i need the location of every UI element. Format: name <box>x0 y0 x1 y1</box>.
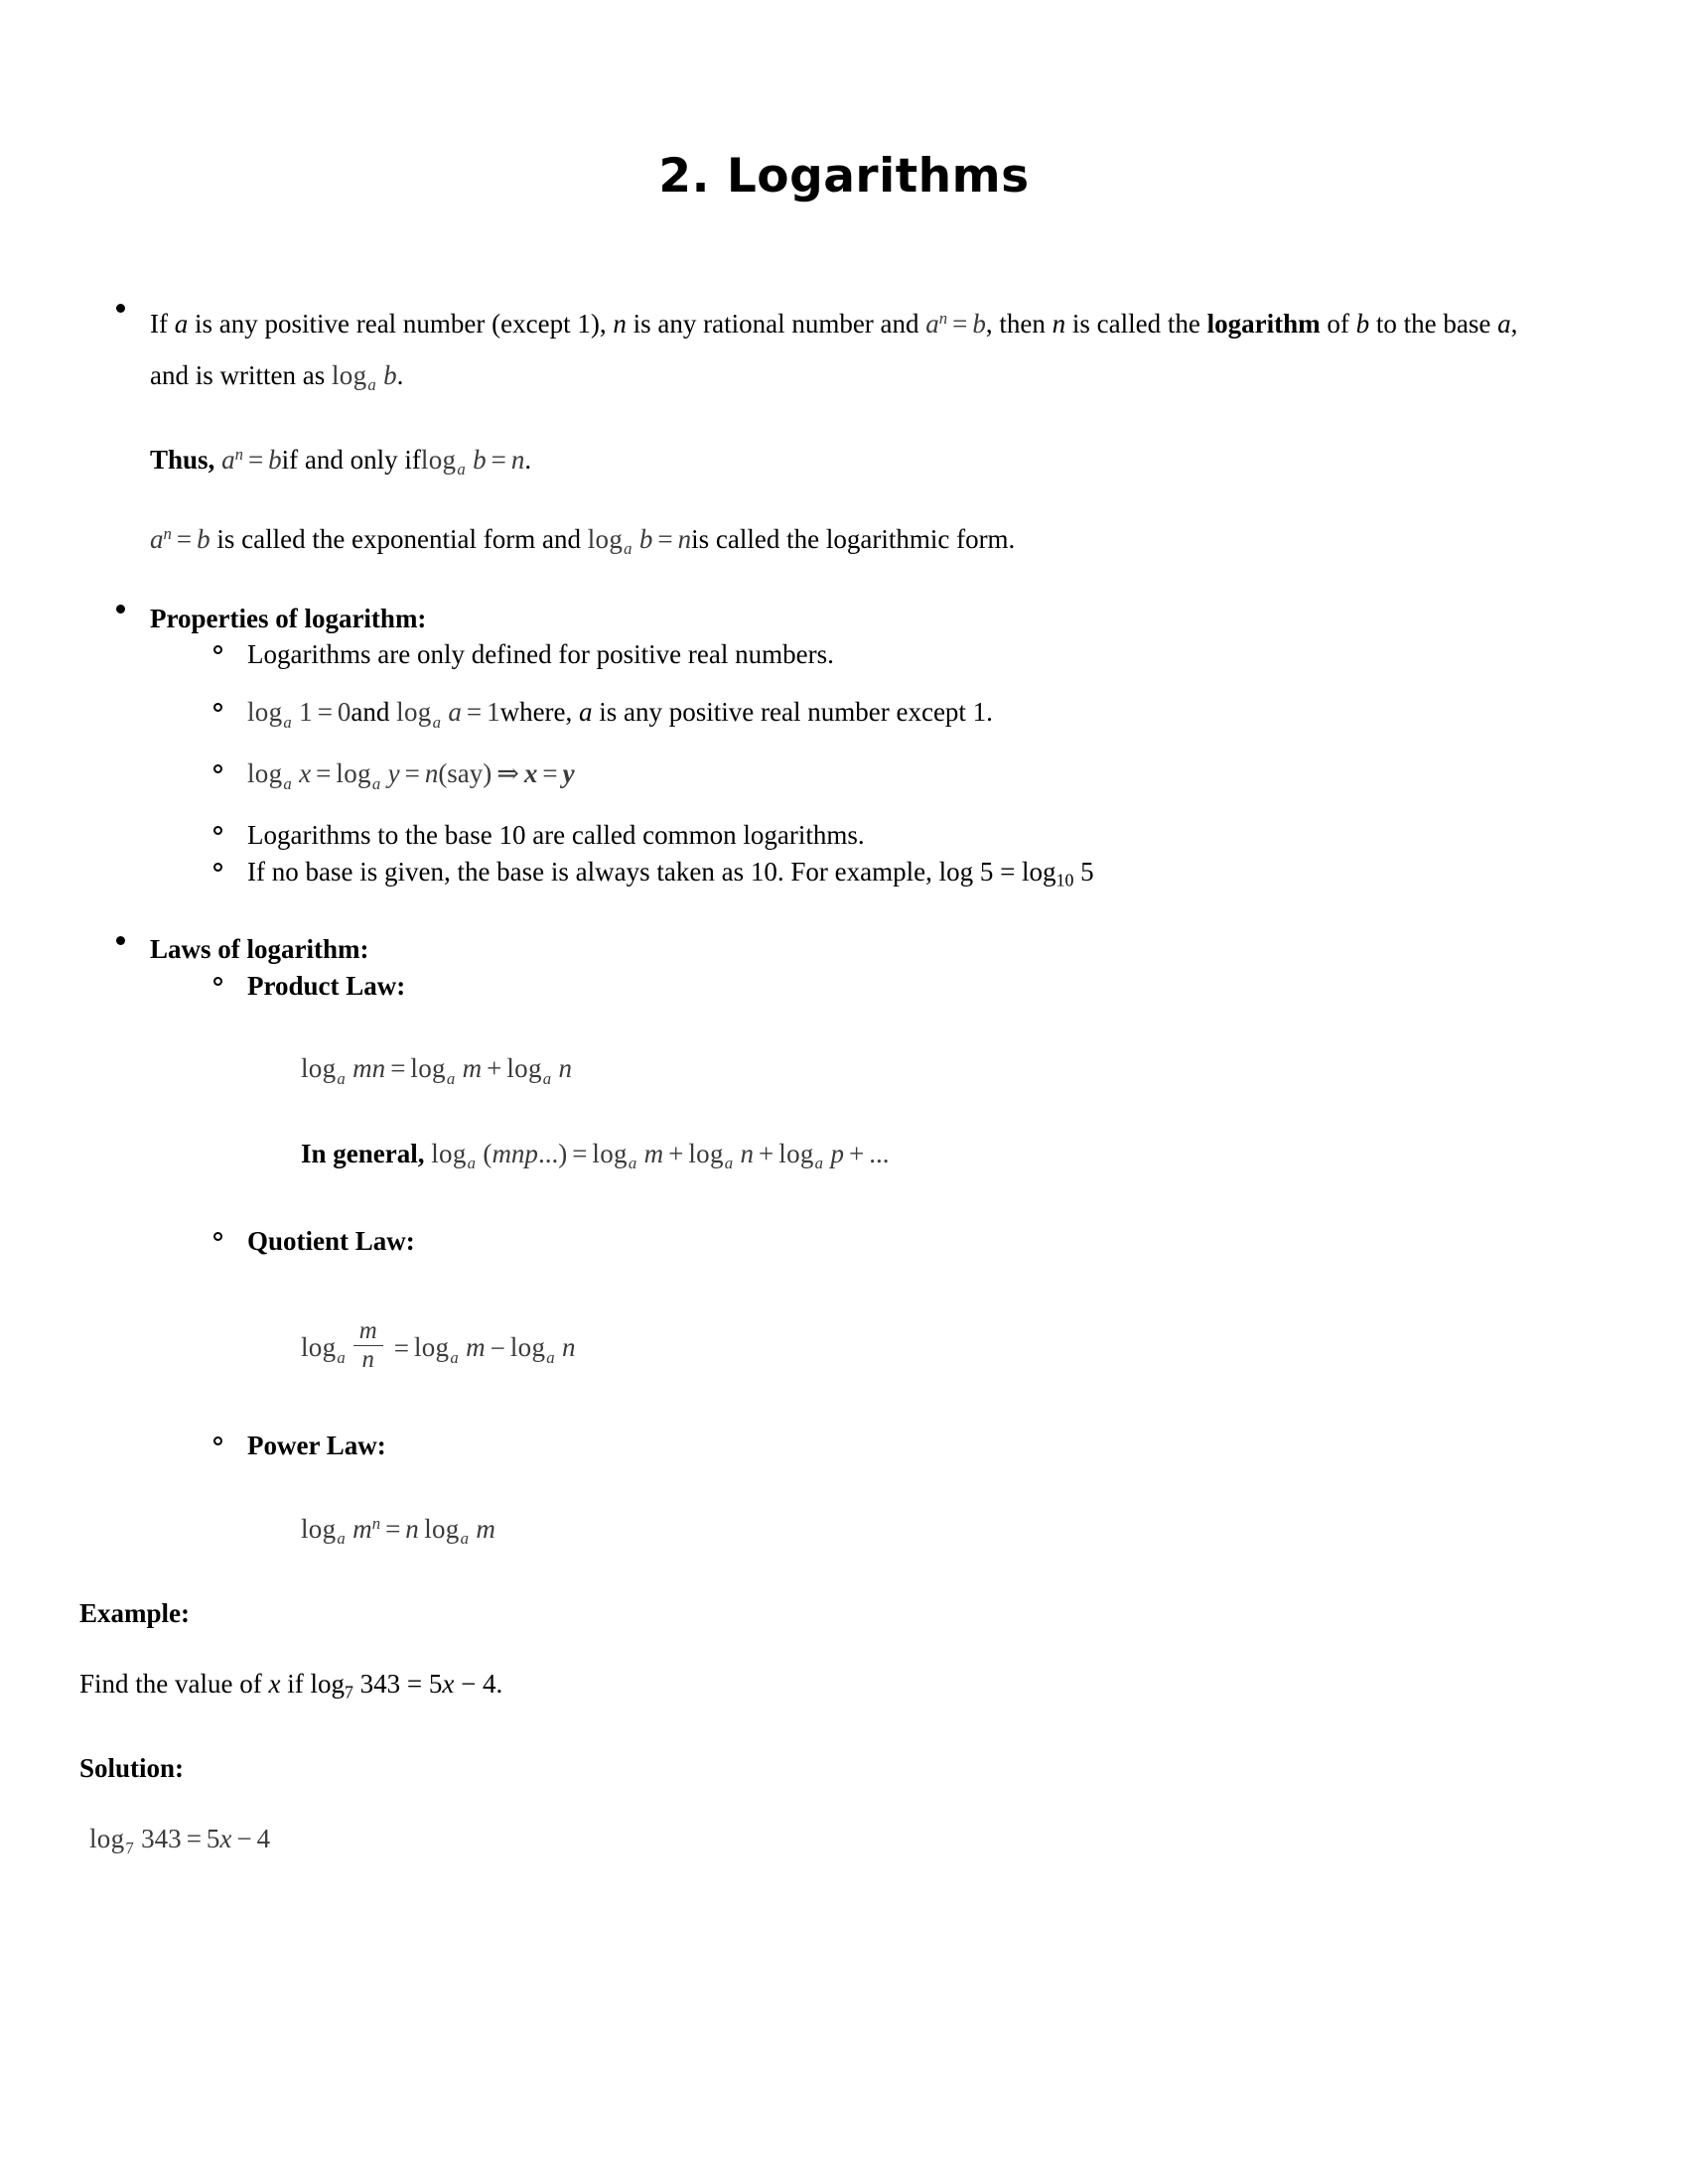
spacer <box>94 1784 1539 1824</box>
definition-var-b1: b <box>1355 309 1370 339</box>
spacer <box>94 402 1539 442</box>
law-power-label: Power Law: <box>247 1431 386 1461</box>
forms-mid1: is called the exponential form and <box>216 523 581 554</box>
spacer <box>184 1173 1539 1223</box>
math-a-pow-n-equals-b: $a^n = b$ <box>925 308 986 339</box>
property-item-5 <box>184 854 1539 892</box>
math-quotient-law: $\log_a$ $\frac{m}{n}$ = $\log_a m - \log_a n$ <box>301 1317 576 1373</box>
solution-equation-row <box>89 1824 1539 1858</box>
thus-mid: if and only if <box>281 444 421 475</box>
example-question-var-x: x <box>268 1669 281 1700</box>
laws-heading-bullet <box>94 931 1539 967</box>
math-log-a-a-equals-1: $\log_a a = 1$ <box>396 697 500 732</box>
forms-line <box>94 521 1539 561</box>
bullet-dot-icon <box>116 304 125 313</box>
math-thus-exponential: $a^n = b$ <box>221 444 282 475</box>
property-item-2-tail2: is any positive real number except 1. <box>592 697 993 728</box>
definition-part9: . <box>396 359 404 390</box>
page-title: 2. Logarithms <box>658 149 1030 204</box>
example-question-var-x2: x <box>442 1669 455 1700</box>
law-product-formula-row <box>301 1053 1539 1088</box>
property-item-2-var: a <box>579 697 593 728</box>
example-question-base: 7 <box>344 1682 353 1703</box>
bullet-circle-icon <box>213 703 222 712</box>
spacer <box>94 1549 1539 1598</box>
law-product-general-row <box>301 1139 1539 1173</box>
definition-part6: of <box>1320 309 1356 339</box>
bullet-circle-icon <box>213 764 222 773</box>
bullet-circle-icon <box>213 863 222 872</box>
bullet-dot-icon <box>116 605 125 614</box>
laws-list <box>184 968 1539 1549</box>
spacer <box>94 561 1539 601</box>
thus-lead: Thus, <box>150 444 215 475</box>
property-item-5-sub: 10 <box>1055 870 1074 890</box>
definition-text <box>150 308 1518 395</box>
spacer <box>184 672 1539 694</box>
bullet-circle-icon <box>213 1232 222 1241</box>
example-question-end: − 4. <box>454 1669 503 1700</box>
spacer <box>184 1004 1539 1053</box>
property-item-1 <box>184 636 1539 672</box>
property-item-5-pre: If no base is given, the base is always taken as 10. For example, log 5 = log <box>247 856 1056 887</box>
definition-var-a1: a <box>174 309 189 339</box>
spacer <box>184 1464 1539 1514</box>
spacer <box>184 1089 1539 1139</box>
property-item-3 <box>184 755 1539 795</box>
definition-part7: to the base <box>1369 309 1498 339</box>
definition-part3: is any rational number and <box>626 309 926 339</box>
property-item-1-text: Logarithms are only defined for positive real numbers. <box>247 638 834 669</box>
definition-bullet <box>94 299 1539 402</box>
bullet-circle-icon <box>213 1436 222 1445</box>
math-product-law: $\log_a$ mn = $\log_a m + \log_a n$ <box>301 1053 573 1088</box>
math-log-equality-implies: $\log_a x = \log_a y = n(say)$ ⇒ x = y <box>247 758 575 793</box>
math-log-a-1-equals-0: $\log_a 1 = 0$ <box>247 697 352 732</box>
law-power-label-row <box>184 1428 1539 1463</box>
math-product-law-general: $\log_a (mnp...) = \log_a m + \log_a n + \log_a p$ + ... <box>431 1138 890 1173</box>
example-question-mid: if log <box>280 1669 345 1700</box>
law-quotient-formula-row <box>301 1317 1539 1378</box>
property-item-2 <box>184 694 1539 734</box>
spacer <box>184 1259 1539 1308</box>
property-item-4-text: Logarithms to the base 10 are called common logarithms. <box>247 820 865 851</box>
law-quotient-label: Quotient Law: <box>247 1226 415 1257</box>
property-item-2-tail: where, <box>499 697 580 728</box>
example-question-post: 343 = 5 <box>352 1669 443 1700</box>
spacer <box>94 1704 1539 1753</box>
definition-part8: , and is written as <box>150 309 1518 390</box>
thus-line <box>94 442 1539 481</box>
definition-var-n2: n <box>1052 309 1066 339</box>
laws-heading: Laws of logarithm: <box>150 934 369 965</box>
document-body <box>0 299 1688 1858</box>
spacer <box>94 481 1539 521</box>
law-product-label: Product Law: <box>247 970 406 1001</box>
bullet-circle-icon <box>213 977 222 986</box>
property-item-2-join: and <box>351 697 390 728</box>
spacer <box>94 1629 1539 1669</box>
spacer <box>94 891 1539 931</box>
definition-part5: is called the <box>1065 309 1207 339</box>
bullet-circle-icon <box>213 826 222 835</box>
property-item-4 <box>184 817 1539 853</box>
properties-heading: Properties of logarithm: <box>150 603 427 633</box>
properties-list <box>184 636 1539 891</box>
definition-var-a2: a <box>1497 309 1511 339</box>
math-forms-logarithmic: $\log_a b = n$ <box>587 523 692 558</box>
spacer <box>184 1378 1539 1428</box>
law-product-general-lead: In general, <box>301 1138 425 1168</box>
definition-part1: If <box>150 309 175 339</box>
law-power-formula-row <box>301 1514 1539 1550</box>
bullet-circle-icon <box>213 645 222 654</box>
math-log-a-b: $\log_a b$ <box>331 359 397 395</box>
bullet-dot-icon <box>116 936 125 945</box>
definition-var-n1: n <box>613 309 627 339</box>
example-question <box>79 1669 1539 1704</box>
law-product-label-row <box>184 968 1539 1004</box>
law-quotient-label-row <box>184 1223 1539 1259</box>
definition-keyword-logarithm: logarithm <box>1206 309 1321 339</box>
math-forms-exponential: $a^n = b$ <box>150 523 211 554</box>
example-question-pre: Find the value of <box>79 1669 269 1700</box>
spacer <box>184 795 1539 817</box>
property-item-5-post: 5 <box>1073 856 1094 887</box>
thus-end: . <box>524 444 532 475</box>
math-solution-equation: $\log_7 343 = 5x - 4$ <box>89 1823 271 1858</box>
properties-heading-bullet <box>94 601 1539 636</box>
math-power-law: $\log_a m^n = n$ $\log_a m$ <box>301 1513 495 1549</box>
spacer <box>184 734 1539 755</box>
definition-part2: is any positive real number (except 1), <box>188 309 614 339</box>
math-thus-logarithmic: $\log_a b = n$ <box>420 444 525 479</box>
forms-mid2: is called the logarithmic form. <box>691 523 1016 554</box>
definition-part4: , then <box>985 309 1053 339</box>
example-heading: Example: <box>79 1598 190 1629</box>
solution-heading: Solution: <box>79 1752 185 1783</box>
